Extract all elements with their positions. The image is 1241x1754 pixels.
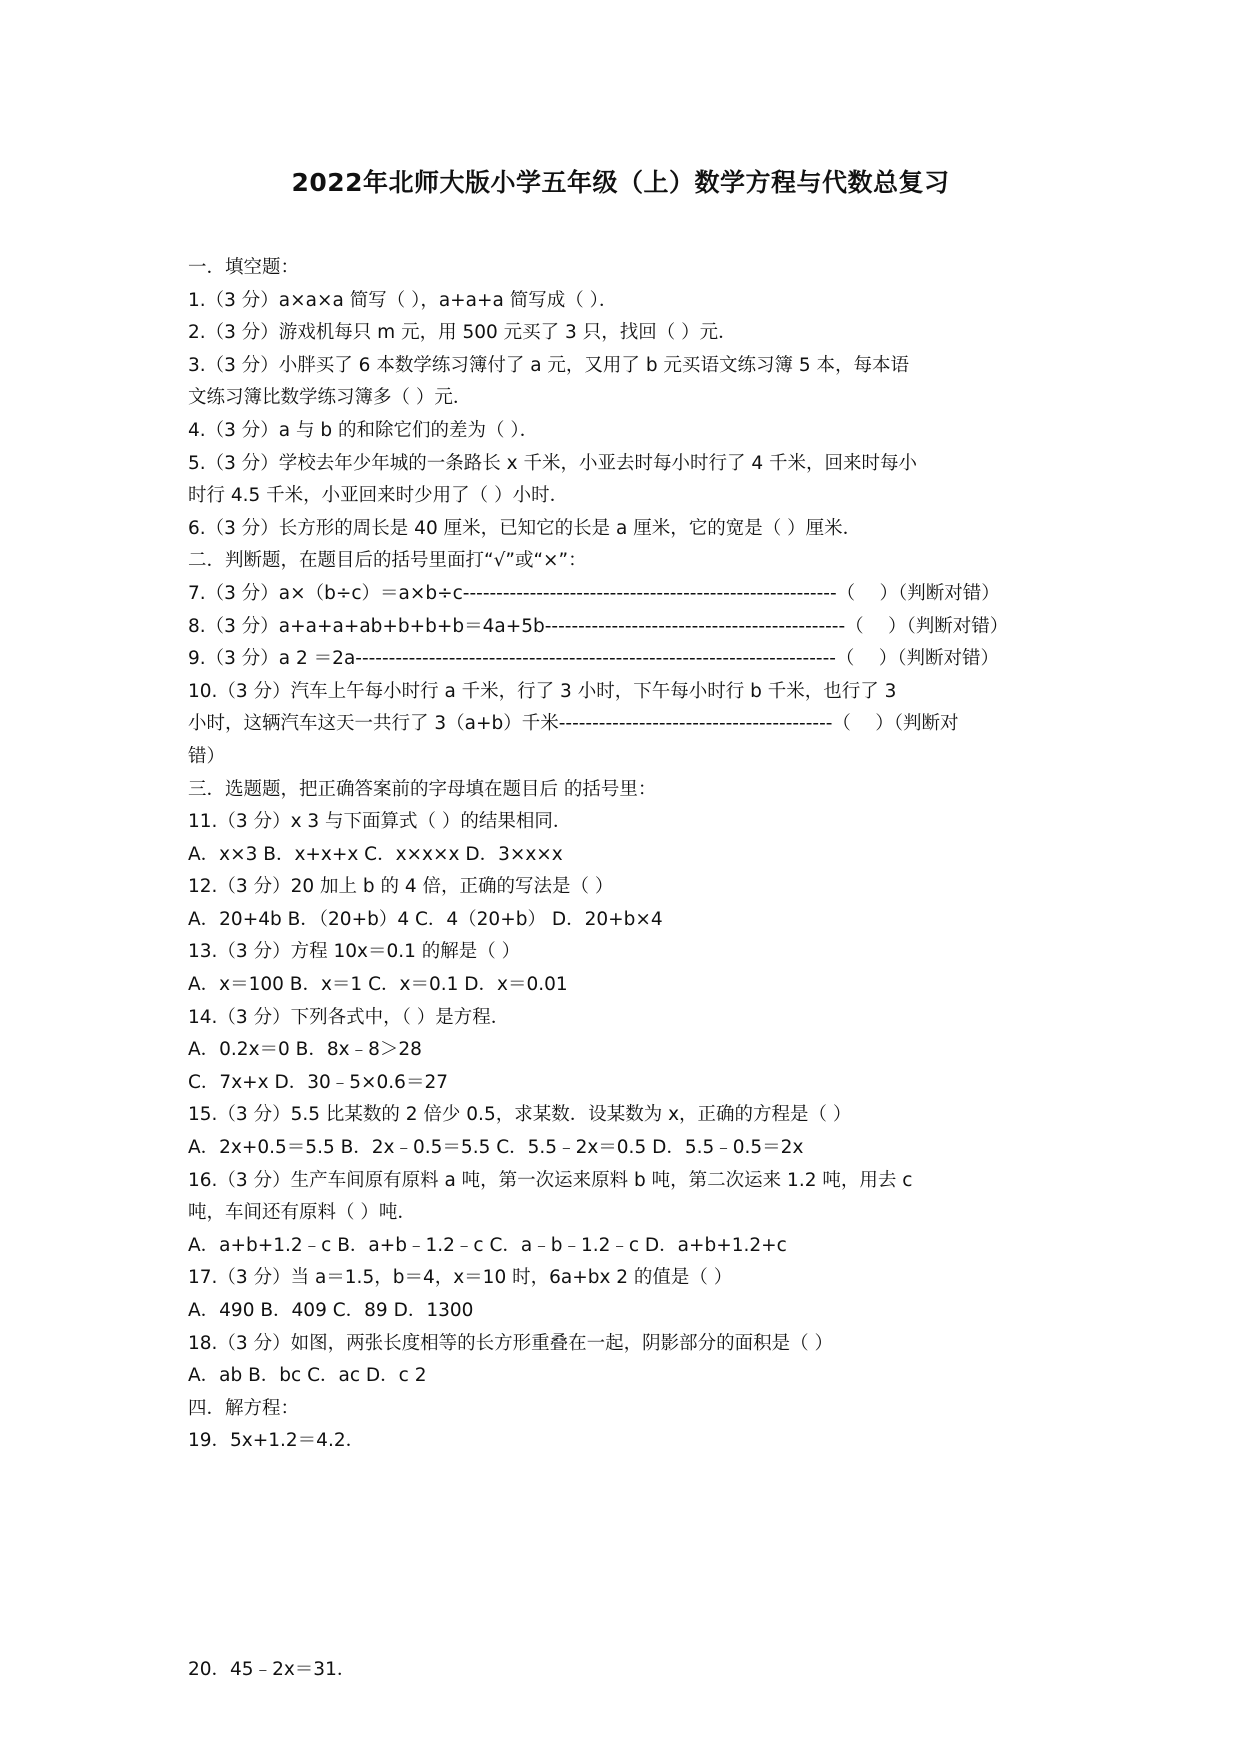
question-11-options: A．x×3 B．x+x+x C．x×x×x D．3×x×x — [188, 843, 563, 865]
question-3-line-1: 3.（3 分）小胖买了 6 本数学练习簿付了 a 元，又用了 b 元买语文练习簿 5 本，每本语 — [188, 354, 909, 376]
question-17: 17.（3 分）当 a＝1.5，b＝4，x＝10 时，6a+bx 2 的值是（ ） — [188, 1267, 733, 1289]
section-heading-solve-equations: 四．解方程： — [188, 1397, 300, 1419]
question-16-line-1: 16.（3 分）生产车间原有原料 a 吨，第一次运来原料 b 吨，第二次运来 1.2 吨，用去 c — [188, 1169, 913, 1191]
question-9: 9.（3 分）a 2 ＝2a------------------------------------------------------------------------（ ）（判断对错） — [188, 648, 1000, 670]
question-3-line-2: 文练习簿比数学练习簿多（ ）元． — [188, 387, 472, 409]
question-5-line-2: 时行 4.5 千米，小亚回来时少用了（ ）小时． — [188, 485, 569, 507]
question-13: 13.（3 分）方程 10x＝0.1 的解是（ ） — [188, 941, 521, 963]
question-10-line-2: 小时，这辆汽车这天一共行了 3（a+b）千米-----------------------------------------（ ）（判断对 — [188, 713, 959, 735]
question-7: 7.（3 分）a×（b÷c）＝a×b÷c--------------------------------------------------------（ ）（判断对错） — [188, 582, 1000, 604]
question-12-options: A．20+4b B．（20+b）4 C．4（20+b） D．20+b×4 — [188, 908, 663, 930]
question-15-options: A．2x+0.5＝5.5 B．2x﹣0.5＝5.5 C．5.5﹣2x＝0.5 D．5.5﹣0.5＝2x — [188, 1137, 804, 1159]
question-6: 6.（3 分）长方形的周长是 40 厘米，已知它的长是 a 厘米，它的宽是（ ）厘米． — [188, 517, 862, 539]
question-18: 18.（3 分）如图，两张长度相等的长方形重叠在一起，阴影部分的面积是（ ） — [188, 1332, 833, 1354]
question-8: 8.（3 分）a+a+a+ab+b+b+b＝4a+5b---------------------------------------------（ ）（判断对错） — [188, 615, 1009, 637]
question-19: 19．5x+1.2＝4.2． — [188, 1430, 365, 1452]
document-body — [188, 252, 1056, 1687]
page-title: 2022年北师大版小学五年级（上）数学方程与代数总复习 — [291, 168, 950, 197]
question-14-options-ab: A．0.2x＝0 B．8x﹣8＞28 — [188, 1039, 422, 1061]
question-16-options: A．a+b+1.2﹣c B．a+b﹣1.2﹣c C．a﹣b﹣1.2﹣c D．a+b+1.2+c — [188, 1234, 787, 1256]
section-heading-fill-blank: 一．填空题： — [188, 257, 300, 278]
question-11: 11.（3 分）x 3 与下面算式（ ）的结果相同． — [188, 811, 572, 833]
question-14-options-cd: C．7x+x D．30﹣5×0.6＝27 — [188, 1071, 448, 1093]
question-14: 14.（3 分）下列各式中，（ ）是方程． — [188, 1006, 510, 1028]
question-2: 2.（3 分）游戏机每只 m 元，用 500 元买了 3 只，找回（ ）元． — [188, 322, 737, 344]
question-10-line-3: 错） — [188, 745, 226, 767]
question-5-line-1: 5.（3 分）学校去年少年城的一条路长 x 千米，小亚去时每小时行了 4 千米，回来时每小 — [188, 452, 918, 474]
question-20: 20．45﹣2x＝31． — [188, 1658, 356, 1680]
question-12: 12.（3 分）20 加上 b 的 4 倍，正确的写法是（ ） — [188, 876, 614, 898]
answer-space — [188, 1458, 1056, 1654]
question-10-line-1: 10.（3 分）汽车上午每小时行 a 千米，行了 3 小时，下午每小时行 b 千米，也行了 3 — [188, 680, 897, 702]
question-18-options: A．ab B．bc C．ac D．c 2 — [188, 1365, 427, 1387]
question-17-options: A．490 B．409 C．89 D．1300 — [188, 1300, 474, 1321]
question-13-options: A．x＝100 B．x＝1 C．x＝0.1 D．x＝0.01 — [188, 974, 568, 996]
section-heading-true-false: 二．判断题，在题目后的括号里面打“√”或“×”： — [188, 550, 587, 572]
section-heading-multiple-choice: 三．选题题，把正确答案前的字母填在题目后 的括号里： — [188, 778, 657, 800]
question-1: 1.（3 分）a×a×a 简写（ ），a+a+a 简写成（ ）． — [188, 289, 618, 311]
question-15: 15.（3 分）5.5 比某数的 2 倍少 0.5，求某数．设某数为 x，正确的方程是（ ） — [188, 1104, 852, 1126]
question-16-line-2: 吨，车间还有原料（ ）吨． — [188, 1202, 416, 1224]
question-4: 4.（3 分）a 与 b 的和除它们的差为（ ）． — [188, 419, 539, 441]
